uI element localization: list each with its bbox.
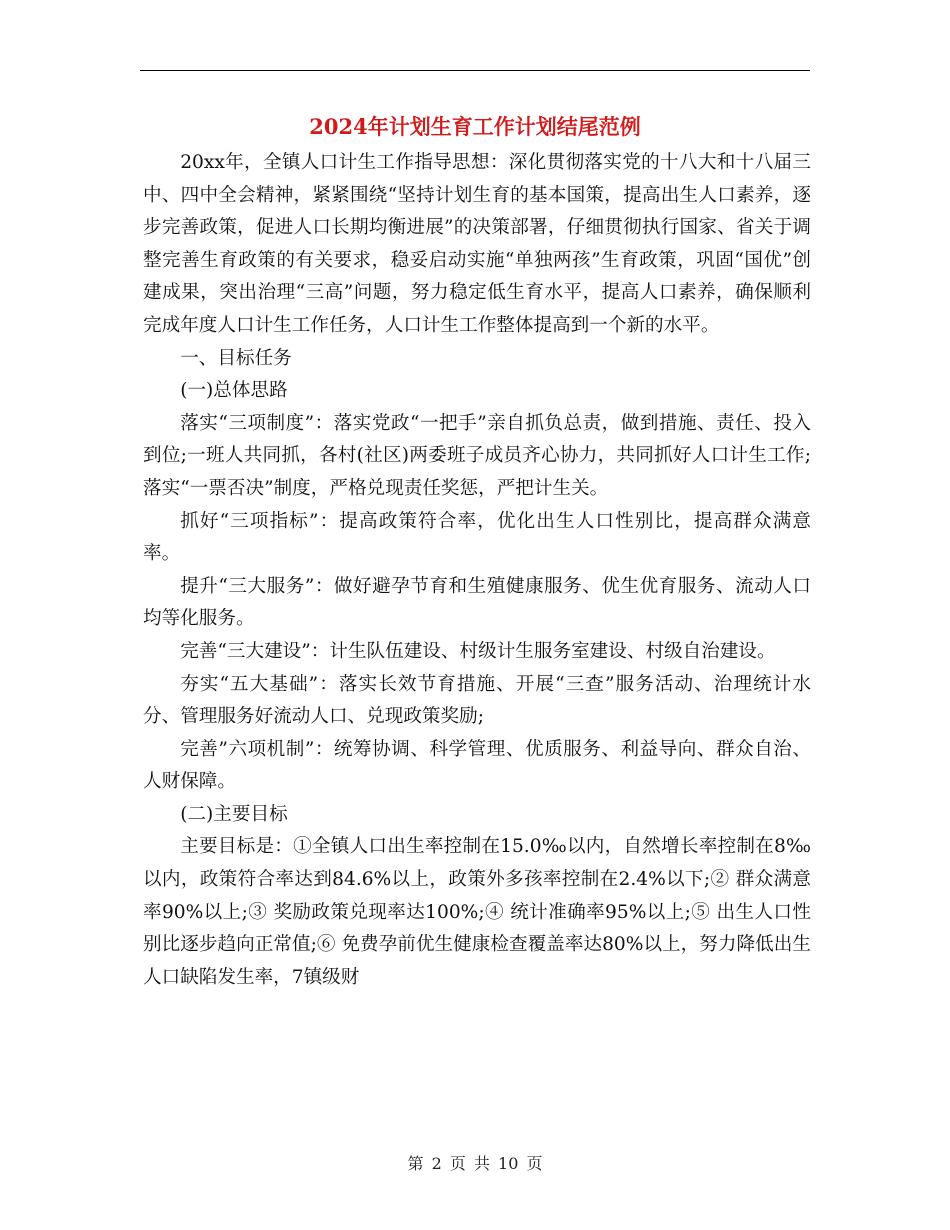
paragraph-three-indicators: 抓好“三项指标”：提高政策符合率，优化出生人口性别比，提高群众满意率。 xyxy=(143,510,811,565)
subsection-heading-overall: (一)总体思路 xyxy=(180,380,288,402)
section-heading-goals: 一、目标任务 xyxy=(180,347,292,369)
page-number: 第 2 页 共 10 页 xyxy=(407,1154,543,1173)
document-title: 2024年计划生育工作计划结尾范例 xyxy=(309,114,641,139)
paragraph-three-services: 提升“三大服务”：做好避孕节育和生殖健康服务、优生优育服务、流动人口均等化服务。 xyxy=(143,575,811,630)
paragraph-five-foundations: 夯实“五大基础”：落实长效节育措施、开展“三查”服务活动、治理统计水分、管理服务好流动人口、兑现政策奖励; xyxy=(143,673,811,728)
subsection-heading-main-goals: (二)主要目标 xyxy=(180,803,288,825)
paragraph-six-mechanisms: 完善”六项机制”：统筹协调、科学管理、优质服务、利益导向、群众自治、人财保障。 xyxy=(143,738,811,793)
paragraph-guiding-thought: 20xx年，全镇人口计生工作指导思想：深化贯彻落实党的十八大和十八届三中、四中全会精神，紧紧围绕“坚持计划生育的基本国策，提高出生人口素养，逐步完善政策，促进人口长期均衡进展”的决策部署，仔细贯彻执行国家、省关于调整完善生育政策的有关要求，稳妥启动实施“单独两孩”生育政策，巩固“国优”创建成果，突出治理“三高”问题，努力稳定低生育水平，提高人口素养，确保顺利完成年度人口计生工作任务，人口计生工作整体提高到一个新的水平。 xyxy=(143,152,811,336)
document-body xyxy=(143,147,811,994)
paragraph-three-systems: 落实“三项制度”：落实党政“一把手”亲自抓负总责，做到措施、责任、投入到位;一班人共同抓，各村(社区)两委班子成员齐心协力，共同抓好人口计生工作;落实“一票否决”制度，严格兑现责任奖惩，严把计生关。 xyxy=(143,412,811,499)
paragraph-three-constructions: 完善“三大建设”：计生队伍建设、村级计生服务室建设、村级自治建设。 xyxy=(180,640,776,662)
paragraph-main-goals: 主要目标是：①全镇人口出生率控制在15.0‰以内，自然增长率控制在8‰以内，政策符合率达到84.6%以上，政策外多孩率控制在2.4%以下;② 群众满意率90%以上;③ 奖励政策兑现率达100%;④ 统计准确率95%以上;⑤ 出生人口性别比逐步趋向正常值;⑥ 免费孕前优生健康检查覆盖率达80%以上，努力降低出生人口缺陷发生率，7镇级财 xyxy=(143,836,811,988)
header-rule xyxy=(140,70,810,71)
